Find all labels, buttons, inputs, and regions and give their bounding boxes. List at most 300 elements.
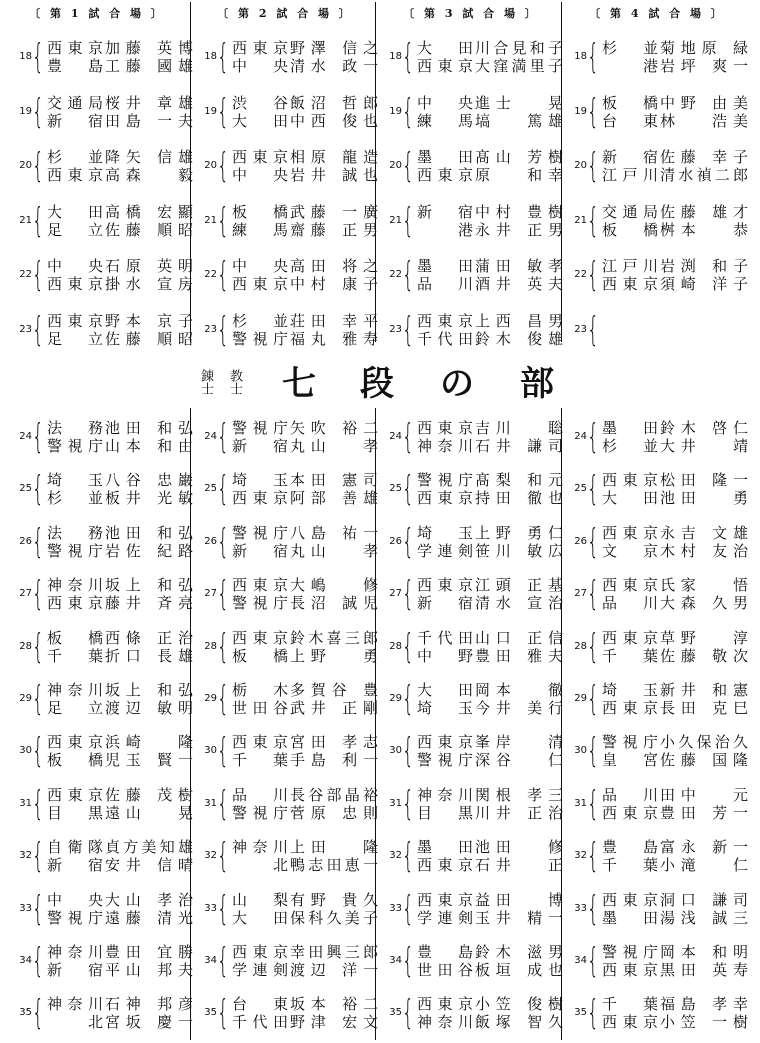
player-affiliation: 新 宿: [47, 961, 103, 979]
player-name: 田中 元: [660, 785, 748, 804]
player-name: 永吉 文雄: [660, 523, 748, 542]
player-affiliation: 西東京: [417, 995, 473, 1014]
player-row: [47, 166, 195, 185]
match-21: [14, 200, 193, 242]
match-number: 24: [19, 431, 32, 442]
player-affiliation: 神奈川: [417, 437, 473, 455]
player-name: 大嶋 修: [290, 576, 378, 595]
match-number: 26: [389, 535, 402, 547]
player-name: 江頭 正基: [475, 576, 563, 595]
player-row: [47, 437, 195, 456]
player-affiliation: 港: [417, 220, 473, 239]
bracket-brace: {: [587, 679, 599, 719]
match-30: [14, 731, 193, 772]
player-row: [232, 524, 380, 543]
player-name: 大井 靖: [660, 437, 748, 455]
bracket-brace: {: [587, 91, 599, 132]
match-number: 24: [389, 431, 402, 442]
match-20: [384, 146, 563, 187]
match-number: 21: [204, 214, 217, 226]
match-35: [14, 993, 193, 1034]
player-affiliation: 西東京: [417, 733, 473, 752]
player-row: [417, 257, 565, 276]
player-affiliation: 大 田: [232, 111, 288, 130]
player-name: 小笠 一樹: [660, 1013, 748, 1032]
match-number: 19: [389, 105, 402, 117]
match-24: [199, 417, 378, 458]
player-name: 菅原 忠則: [290, 803, 378, 822]
player-row: [602, 275, 750, 294]
player-affiliation: 神奈川: [47, 995, 103, 1014]
court-4-header: 〔 第 4 試 合 場 〕: [589, 7, 725, 20]
bracket-brace: {: [217, 469, 229, 510]
match-number: 28: [574, 640, 587, 652]
player-affiliation: 渋 谷: [232, 93, 288, 112]
player-row: [602, 891, 750, 910]
player-name: 清水 宣治: [475, 594, 563, 613]
player-name: 矢吹 裕二: [290, 419, 378, 437]
match-25: [14, 469, 193, 510]
bracket-brace: {: [402, 310, 414, 350]
player-row: [417, 166, 565, 185]
player-name: 新井 和憲: [660, 681, 748, 699]
player-row: [602, 909, 750, 928]
player-row: [602, 733, 750, 752]
player-affiliation: 西東京: [47, 39, 103, 57]
match-number: 20: [19, 160, 32, 172]
player-row: [232, 961, 380, 980]
player-affiliation: 西東京: [417, 57, 473, 75]
match-number: 25: [204, 483, 217, 495]
match-35: [384, 993, 563, 1034]
player-affiliation: 台 東: [232, 995, 288, 1014]
player-name: 加藤 英博: [105, 39, 193, 57]
player-name: 坂上 和弘: [105, 576, 193, 595]
player-name: 八島 祐一: [290, 523, 378, 542]
player-name: 宮坂 慶一: [105, 1013, 193, 1032]
player-row: [47, 733, 195, 752]
player-affiliation: 新 宿: [417, 202, 473, 221]
player-affiliation: 神奈川: [47, 943, 103, 961]
match-number: 30: [389, 745, 402, 757]
match-26: [569, 521, 748, 563]
bracket-brace: {: [32, 679, 44, 719]
bracket-brace: {: [217, 783, 229, 824]
player-row: [47, 203, 195, 222]
player-row: [232, 112, 380, 131]
match-number: 34: [389, 955, 402, 966]
player-row: [602, 786, 750, 805]
player-name: 佐藤 幸子: [660, 148, 748, 167]
player-row: [232, 148, 380, 167]
player-row: [47, 39, 195, 58]
match-number: 25: [389, 483, 402, 495]
bracket-brace: {: [402, 37, 414, 77]
match-number: 26: [204, 535, 217, 547]
player-affiliation: 神奈川: [417, 1013, 473, 1032]
player-row: [417, 275, 565, 294]
match-20: [569, 146, 748, 187]
player-row: [232, 489, 380, 508]
player-row: [232, 786, 380, 805]
player-row: [232, 275, 380, 294]
player-affiliation: 品 川: [417, 275, 473, 294]
player-affiliation: 新 宿: [602, 148, 658, 167]
player-affiliation: 警視庁: [47, 437, 103, 455]
match-number: 26: [574, 535, 587, 547]
player-affiliation: 墨 田: [417, 838, 473, 857]
section-heading-char: 段: [360, 364, 394, 404]
player-affiliation: 皇 宮: [602, 751, 658, 770]
player-row: [47, 524, 195, 543]
player-row: [602, 943, 750, 962]
player-name: 渡辺 洋一: [290, 961, 378, 979]
match-24: [569, 417, 748, 458]
player-name: 池田 和弘: [105, 523, 193, 542]
player-name: 蒲田 敏孝: [475, 257, 563, 276]
player-name: 持田 徹也: [475, 489, 563, 508]
match-number: 32: [204, 850, 217, 862]
player-row: [47, 419, 195, 438]
player-row: [47, 330, 195, 349]
player-row: [417, 203, 565, 222]
bracket-brace: {: [217, 626, 229, 667]
bracket-brace: {: [217, 255, 229, 296]
player-row: [232, 94, 380, 113]
player-affiliation: 西東京: [602, 471, 658, 490]
player-row: [417, 647, 565, 666]
bracket-brace: {: [587, 941, 599, 981]
player-affiliation: 中 央: [47, 890, 103, 909]
player-row: [47, 681, 195, 700]
court-2-header: 〔 第 2 試 合 場 〕: [217, 7, 353, 20]
player-name: 富永 新一: [660, 838, 748, 857]
player-row: [602, 594, 750, 613]
player-affiliation: 千 葉: [47, 646, 103, 665]
player-affiliation: 西東京: [602, 890, 658, 909]
bracket-brace: {: [32, 469, 44, 510]
match-number: 31: [574, 797, 587, 809]
bracket-brace: {: [402, 941, 414, 981]
player-name: 桜井 章雄: [105, 93, 193, 112]
player-affiliation: 西東京: [602, 1013, 658, 1032]
player-name: 児玉 賢一: [105, 751, 193, 770]
player-name: 高森 毅: [105, 166, 193, 185]
match-18: [569, 37, 748, 78]
player-name: 福丸 雅寿: [290, 330, 378, 348]
match-number: 33: [574, 902, 587, 914]
player-row: [417, 909, 565, 928]
match-number: 29: [19, 693, 32, 704]
player-row: [232, 542, 380, 561]
player-row: [47, 856, 195, 875]
player-row: [417, 804, 565, 823]
player-row: [417, 524, 565, 543]
player-affiliation: 埼 玉: [417, 699, 473, 717]
player-affiliation: 新 宿: [417, 594, 473, 613]
player-row: [417, 542, 565, 561]
match-number: 18: [389, 51, 402, 62]
player-row: [47, 891, 195, 910]
bracket-brace: {: [587, 521, 599, 562]
player-name: 須崎 洋子: [660, 275, 748, 294]
player-affiliation: 自衛隊: [47, 838, 103, 857]
player-affiliation: 台 東: [602, 111, 658, 130]
match-number: 28: [19, 640, 32, 652]
player-name: 齋藤 正男: [290, 220, 378, 239]
player-name: 手島 利一: [290, 751, 378, 770]
court-1-header: 〔 第 1 試 合 場 〕: [29, 7, 165, 20]
player-affiliation: 西東京: [417, 419, 473, 437]
bracket-brace: {: [402, 574, 414, 615]
bracket-brace: {: [587, 469, 599, 510]
player-name: 宮田 孝志: [290, 733, 378, 752]
bracket-brace: {: [32, 521, 44, 562]
player-row: [602, 524, 750, 543]
player-row: [232, 856, 380, 875]
player-name: 長沼 誠児: [290, 594, 378, 613]
player-affiliation: 足 立: [47, 330, 103, 348]
match-number: 23: [19, 324, 32, 335]
player-affiliation: 栃 木: [232, 681, 288, 699]
bracket-brace: {: [587, 200, 599, 241]
bracket-brace: {: [32, 200, 44, 241]
player-name: 坂本 裕二: [290, 995, 378, 1014]
player-row: [417, 312, 565, 331]
player-affiliation: 豊 島: [47, 57, 103, 75]
player-name: 八谷 忠巌: [105, 471, 193, 490]
player-affiliation: 目 黒: [47, 803, 103, 822]
bracket-brace: {: [587, 731, 599, 772]
player-affiliation: 交通局: [47, 93, 103, 112]
player-affiliation: 豊 島: [602, 838, 658, 857]
player-name: 岩渕 和子: [660, 257, 748, 276]
player-affiliation: 杉 並: [602, 39, 658, 57]
player-affiliation: 西東京: [232, 628, 288, 647]
player-name: 長田 克巳: [660, 699, 748, 717]
player-row: [232, 312, 380, 331]
player-row: [417, 489, 565, 508]
bracket-brace: {: [32, 146, 44, 187]
bracket-brace: {: [32, 731, 44, 772]
match-28: [569, 626, 748, 668]
bracket-brace: {: [217, 200, 229, 241]
player-name: 阿部 善雄: [290, 489, 378, 508]
player-name: 藤井 斉亮: [105, 594, 193, 613]
player-affiliation: 警視庁: [232, 419, 288, 437]
player-name: 佐藤 敬次: [660, 646, 748, 665]
player-name: 福島 孝幸: [660, 995, 748, 1014]
section-heading-char: の: [440, 364, 474, 404]
player-affiliation: 千 葉: [602, 995, 658, 1014]
player-row: [417, 838, 565, 857]
player-name: 菊地原 緑: [660, 39, 748, 57]
player-row: [47, 995, 195, 1014]
player-row: [602, 751, 750, 770]
player-name: 山本 和由: [105, 437, 193, 455]
player-row: [417, 733, 565, 752]
player-row: [602, 257, 750, 276]
match-30: [199, 731, 378, 772]
player-row: [602, 681, 750, 700]
bracket-brace: {: [587, 626, 599, 667]
player-row: [602, 166, 750, 185]
player-row: [602, 39, 750, 58]
player-row: [47, 751, 195, 770]
player-row: [417, 576, 565, 595]
player-row: [417, 112, 565, 131]
match-number: 33: [389, 902, 402, 914]
player-affiliation: 西東京: [602, 803, 658, 822]
bracket-brace: {: [32, 37, 44, 77]
match-35: [199, 993, 378, 1034]
match-24: [384, 417, 563, 458]
match-number: 19: [19, 105, 32, 117]
player-affiliation: 警視庁: [232, 594, 288, 613]
match-number: 24: [574, 431, 587, 442]
match-number: 29: [574, 693, 587, 704]
player-row: [417, 471, 565, 490]
player-row: [602, 471, 750, 490]
player-name: 小久保治久: [660, 733, 748, 752]
player-row: [232, 629, 380, 648]
player-affiliation: 大 田: [47, 202, 103, 221]
player-name: 塙 篤雄: [475, 111, 563, 130]
match-29: [199, 679, 378, 720]
bracket-brace: {: [402, 146, 414, 187]
bracket-brace: {: [217, 574, 229, 615]
player-name: 原 和幸: [475, 166, 563, 185]
player-affiliation: 西東京: [602, 523, 658, 542]
match-number: 22: [204, 269, 217, 281]
player-name: 進士 晃: [475, 93, 563, 112]
player-affiliation: 埼 玉: [47, 471, 103, 490]
player-row: [417, 437, 565, 456]
match-33: [569, 888, 748, 930]
player-affiliation: 千代田: [417, 330, 473, 348]
match-number: 21: [389, 214, 402, 226]
player-row: [417, 856, 565, 875]
player-name: 武藤 一廣: [290, 202, 378, 221]
player-row: [47, 943, 195, 962]
bracket-brace: {: [32, 255, 44, 296]
rank-kyoshi: 教士: [227, 369, 242, 395]
bracket-brace: {: [32, 941, 44, 981]
player-name: 幸田興三郎: [290, 943, 378, 961]
match-28: [199, 626, 378, 668]
player-row: [47, 594, 195, 613]
match-number: 23: [204, 324, 217, 335]
player-row: [232, 681, 380, 700]
player-name: 氏家 悟: [660, 576, 748, 595]
player-affiliation: 西東京: [47, 733, 103, 752]
player-row: [417, 330, 565, 349]
player-name: 深谷 仁: [475, 751, 563, 770]
player-row: [47, 312, 195, 331]
player-affiliation: 警視庁: [232, 523, 288, 542]
bracket-brace: {: [32, 888, 44, 929]
player-affiliation: 世田谷: [232, 699, 288, 717]
match-27: [384, 574, 563, 615]
player-row: [47, 57, 195, 76]
player-name: 川合見和子: [475, 39, 563, 57]
match-27: [199, 574, 378, 615]
match-23: [14, 310, 193, 351]
bracket-brace: {: [402, 626, 414, 667]
player-affiliation: 西東京: [602, 628, 658, 647]
player-affiliation: 板 橋: [47, 628, 103, 647]
player-row: [602, 804, 750, 823]
player-row: [417, 751, 565, 770]
match-28: [14, 626, 193, 668]
bracket-brace: {: [587, 417, 599, 457]
player-row: [417, 594, 565, 613]
player-row: [232, 909, 380, 928]
player-affiliation: 板 橋: [602, 220, 658, 239]
match-number: 27: [204, 588, 217, 600]
match-18: [384, 37, 563, 78]
player-name: 高田 将之: [290, 257, 378, 276]
player-name: 林 浩美: [660, 111, 748, 130]
player-affiliation: 学連剣: [417, 908, 473, 927]
player-row: [602, 489, 750, 508]
match-number: 28: [204, 640, 217, 652]
match-31: [199, 783, 378, 825]
player-row: [602, 1013, 750, 1032]
bracket-brace: {: [587, 255, 599, 296]
player-name: 岩坪 爽一: [660, 57, 748, 75]
player-affiliation: 千代田: [417, 628, 473, 647]
match-number: 35: [204, 1007, 217, 1019]
player-row: [47, 909, 195, 928]
player-name: 飯沼 哲郎: [290, 93, 378, 112]
section-heading-char: 七: [282, 364, 316, 404]
player-name: 飯塚 智久: [475, 1013, 563, 1032]
player-affiliation: 警視庁: [417, 471, 473, 490]
player-affiliation: 西東京: [47, 785, 103, 804]
player-name: 降矢 信雄: [105, 148, 193, 167]
player-row: [602, 57, 750, 76]
player-affiliation: 品 川: [232, 785, 288, 804]
player-affiliation: 西東京: [417, 489, 473, 508]
player-name: 西條 正治: [105, 628, 193, 647]
player-affiliation: 杉 並: [47, 148, 103, 167]
match-30: [569, 731, 748, 772]
player-name: 中西 俊也: [290, 111, 378, 130]
player-row: [417, 419, 565, 438]
player-name: 中野 由美: [660, 93, 748, 112]
match-22: [199, 255, 378, 296]
match-31: [569, 783, 748, 825]
player-affiliation: 大 田: [602, 489, 658, 508]
player-row: [602, 629, 750, 648]
player-row: [47, 1013, 195, 1032]
match-18: [14, 37, 193, 78]
player-affiliation: 千 葉: [602, 856, 658, 875]
player-name: 松田 隆一: [660, 471, 748, 490]
player-affiliation: 板 橋: [232, 202, 288, 221]
player-name: 鈴木 俊雄: [475, 330, 563, 348]
player-row: [232, 257, 380, 276]
player-name: 本田 憲司: [290, 471, 378, 490]
match-number: 30: [574, 745, 587, 757]
match-number: 33: [204, 902, 217, 914]
player-affiliation: 中 央: [47, 257, 103, 276]
player-name: 清水 政一: [290, 57, 378, 75]
player-name: 掛水 宣房: [105, 275, 193, 294]
match-number: 20: [204, 160, 217, 172]
match-29: [384, 679, 563, 720]
